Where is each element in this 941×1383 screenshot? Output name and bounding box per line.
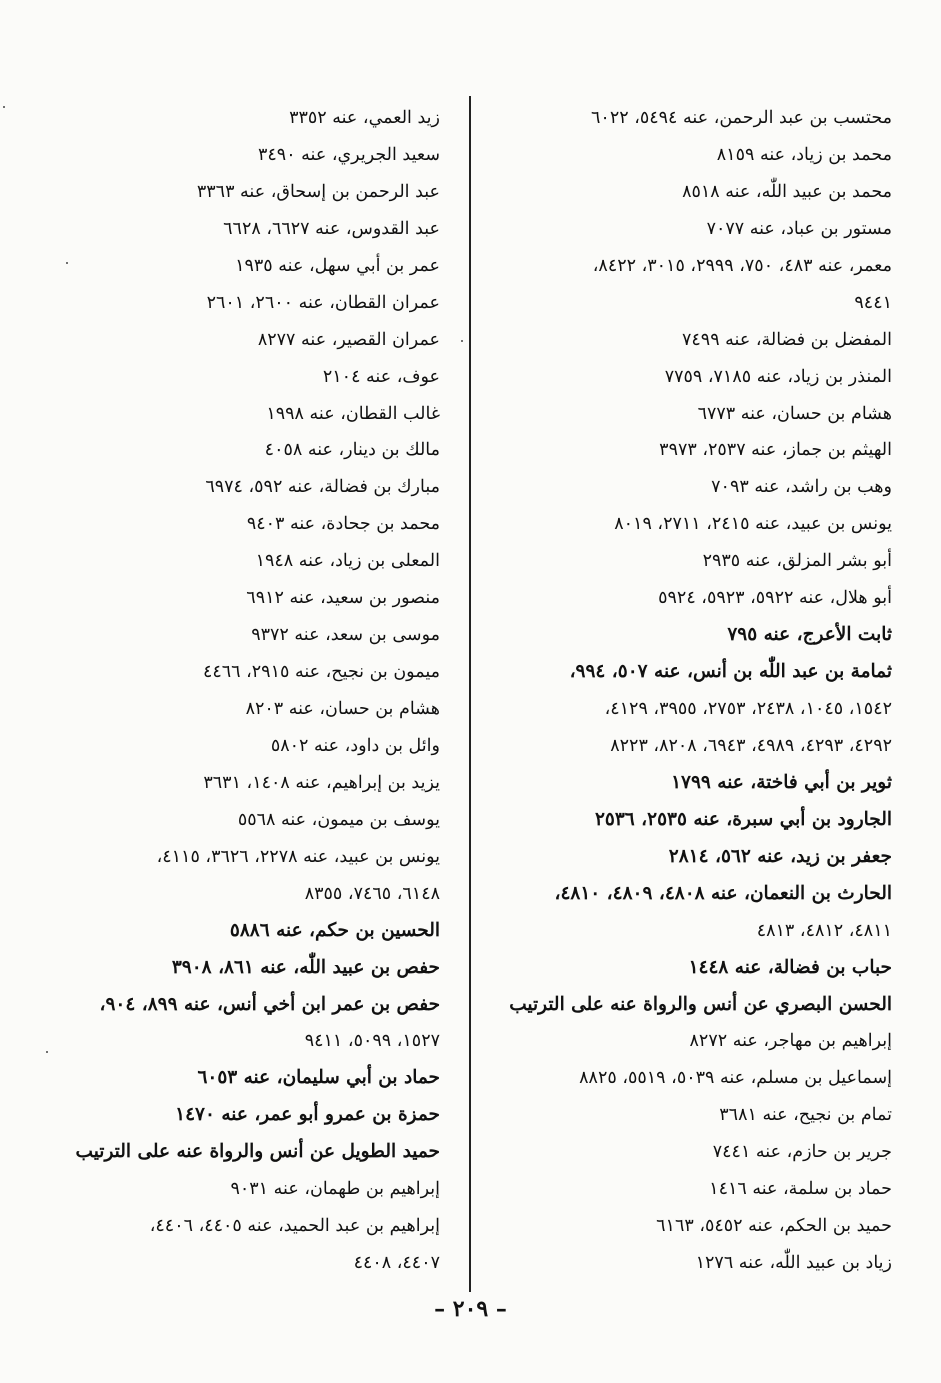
left-column-entry: ميمون بن نجيح، عنه ٢٩١٥، ٤٤٦٦ xyxy=(202,662,440,683)
left-column-entry: منصور بن سعيد، عنه ٦٩١٢ xyxy=(246,588,440,609)
right-column-entry: الحارث بن النعمان، عنه ٤٨٠٨، ٤٨٠٩، ٤٨١٠، xyxy=(554,882,892,904)
scan-speck xyxy=(66,262,68,264)
right-column-entry: محمد بن زياد، عنه ٨١٥٩ xyxy=(716,144,892,165)
right-column xyxy=(490,100,892,1282)
scan-speck xyxy=(3,106,5,108)
right-column-entry: ثمامة بن عبد اللّٰه بن أنس، عنه ٥٠٧، ٩٩٤، xyxy=(569,661,892,683)
right-column-entry: الهيثم بن جماز، عنه ٢٥٣٧، ٣٩٧٣ xyxy=(659,440,892,461)
left-column-entry: ٦١٤٨، ٧٤٦٥، ٨٣٥٥ xyxy=(304,883,440,904)
left-column-entry: غالب القطان، عنه ١٩٩٨ xyxy=(266,403,440,424)
left-column-entry: يوسف بن ميمون، عنه ٥٥٦٨ xyxy=(237,809,440,830)
right-column-entry: جرير بن حازم، عنه ٧٤٤١ xyxy=(712,1142,892,1163)
right-column-entry: الجارود بن أبي سبرة، عنه ٢٥٣٥، ٢٥٣٦ xyxy=(594,808,892,830)
scan-speck xyxy=(461,340,463,342)
left-column-entry: حفص بن عمر ابن أخي أنس، عنه ٨٩٩، ٩٠٤، xyxy=(99,993,440,1015)
left-column-entry: المعلى بن زياد، عنه ١٩٤٨ xyxy=(255,551,440,572)
left-column-entry: زيد العمي، عنه ٣٣٥٢ xyxy=(289,108,440,128)
left-column-entry: مبارك بن فضالة، عنه ٥٩٢، ٦٩٧٤ xyxy=(205,477,440,498)
right-column-entry: ثوير بن أبي فاختة، عنه ١٧٩٩ xyxy=(671,771,892,793)
right-column-entry: وهب بن راشد، عنه ٧٠٩٣ xyxy=(711,477,892,498)
right-column-entry: مستور بن عباد، عنه ٧٠٧٧ xyxy=(706,218,892,239)
right-column-entry: حماد بن سلمة، عنه ١٤١٦ xyxy=(709,1179,892,1200)
right-column-entry: المنذر بن زياد، عنه ٧١٨٥، ٧٧٥٩ xyxy=(664,366,892,387)
left-column-entry: حماد بن أبي سليمان، عنه ٦٠٥٣ xyxy=(197,1067,440,1089)
left-column-entry: سعيد الجريري، عنه ٣٤٩٠ xyxy=(258,144,440,165)
left-column-entry: عبد الرحمن بن إسحاق، عنه ٣٣٦٣ xyxy=(196,181,440,202)
left-column-entry: حمزة بن عمرو أبو عمر، عنه ١٤٧٠ xyxy=(175,1104,440,1126)
right-column-entry: حميد بن الحكم، عنه ٥٤٥٢، ٦١٦٣ xyxy=(656,1216,892,1237)
left-column-entry: ١٥٢٧، ٥٠٩٩، ٩٤١١ xyxy=(304,1031,440,1052)
right-column-entry: إبراهيم بن مهاجر، عنه ٨٢٧٢ xyxy=(689,1031,892,1052)
right-column-entry: يونس بن عبيد، عنه ٢٤١٥، ٢٧١١، ٨٠١٩ xyxy=(614,514,892,535)
right-column-entry: تمام بن نجيح، عنه ٣٦٨١ xyxy=(719,1105,892,1126)
left-column-entry: حميد الطويل عن أنس والرواة عنه على الترتيب xyxy=(75,1141,440,1163)
left-column-entry: إبراهيم بن طهمان، عنه ٩٠٣١ xyxy=(230,1179,440,1200)
left-column-entry: عمران القصير، عنه ٨٢٧٧ xyxy=(257,329,440,350)
left-column-entry: إبراهيم بن عبد الحميد، عنه ٤٤٠٥، ٤٤٠٦، xyxy=(149,1216,440,1237)
left-column-entry: محمد بن جحادة، عنه ٩٤٠٣ xyxy=(246,514,440,535)
left-column-entry: عمر بن أبي سهل، عنه ١٩٣٥ xyxy=(235,255,440,276)
right-column-entry: حباب بن فضالة، عنه ١٤٤٨ xyxy=(688,956,892,978)
right-column-entry: أبو بشر المزلق، عنه ٢٩٣٥ xyxy=(702,551,892,572)
left-column-entry: حفص بن عبيد اللّٰه، عنه ٨٦١، ٣٩٠٨ xyxy=(171,956,440,978)
right-column-entry: معمر، عنه ٤٨٣، ٧٥٠، ٢٩٩٩، ٣٠١٥، ٨٤٢٢، xyxy=(592,255,892,276)
right-column-entry: أبو هلال، عنه ٥٩٢٢، ٥٩٢٣، ٥٩٢٤ xyxy=(658,588,892,609)
right-column-entry: ثابت الأعرج، عنه ٧٩٥ xyxy=(727,624,892,646)
left-column-entry: مالك بن دينار، عنه ٤٠٥٨ xyxy=(264,440,440,461)
left-column-entry: عمران القطان، عنه ٢٦٠٠، ٢٦٠١ xyxy=(206,292,440,313)
left-column-entry: يونس بن عبيد، عنه ٢٢٧٨، ٣٦٢٦، ٤١١٥، xyxy=(156,846,440,867)
left-column-entry: موسى بن سعد، عنه ٩٣٧٢ xyxy=(251,625,440,646)
right-column-entry: محتسب بن عبد الرحمن، عنه ٥٤٩٤، ٦٠٢٢ xyxy=(591,108,892,128)
right-column-entry: المفضل بن فضالة، عنه ٧٤٩٩ xyxy=(682,329,892,350)
left-column-entry: يزيد بن إبراهيم، عنه ١٤٠٨، ٣٦٣١ xyxy=(203,772,440,793)
left-column-entry: عبد القدوس، عنه ٦٦٢٧، ٦٦٢٨ xyxy=(223,218,440,239)
right-column-entry: زياد بن عبيد اللّٰه، عنه ١٢٧٦ xyxy=(695,1253,892,1274)
right-column-entry: هشام بن حسان، عنه ٦٧٧٣ xyxy=(697,403,892,424)
right-column-entry: الحسن البصري عن أنس والرواة عنه على الترتيب xyxy=(509,993,892,1015)
right-column-entry: إسماعيل بن مسلم، عنه ٥٠٣٩، ٥٥١٩، ٨٨٢٥ xyxy=(579,1068,892,1089)
right-column-entry: ١٥٤٢، ١٠٤٥، ٢٤٣٨، ٢٧٥٣، ٣٩٥٥، ٤١٢٩، xyxy=(604,699,892,719)
scan-speck xyxy=(46,1051,48,1053)
left-column-entry: الحسين بن حكم، عنه ٥٨٨٦ xyxy=(229,919,440,941)
right-column-entry: ٤٢٩٢، ٤٢٩٣، ٤٩٨٩، ٦٩٤٣، ٨٢٠٨، ٨٢٢٣ xyxy=(610,735,892,756)
left-column-entry: ٤٤٠٧، ٤٤٠٨ xyxy=(353,1253,440,1274)
right-column-entry: محمد بن عبيد اللّٰه، عنه ٨٥١٨ xyxy=(682,181,892,202)
column-divider xyxy=(469,96,471,1292)
left-column-entry: هشام بن حسان، عنه ٨٢٠٣ xyxy=(245,699,440,719)
right-column-entry: ٩٤٤١ xyxy=(854,292,892,313)
left-column xyxy=(55,100,440,1282)
right-column-entry: جعفر بن زيد، عنه ٥٦٢، ٢٨١٤ xyxy=(668,845,892,867)
right-column-entry: ٤٨١١، ٤٨١٢، ٤٨١٣ xyxy=(756,920,892,941)
left-column-entry: وائل بن داود، عنه ٥٨٠٢ xyxy=(270,735,440,756)
page-number: – ٢٠٩ – xyxy=(434,1296,507,1322)
left-column-entry: عوف، عنه ٢١٠٤ xyxy=(322,366,440,387)
